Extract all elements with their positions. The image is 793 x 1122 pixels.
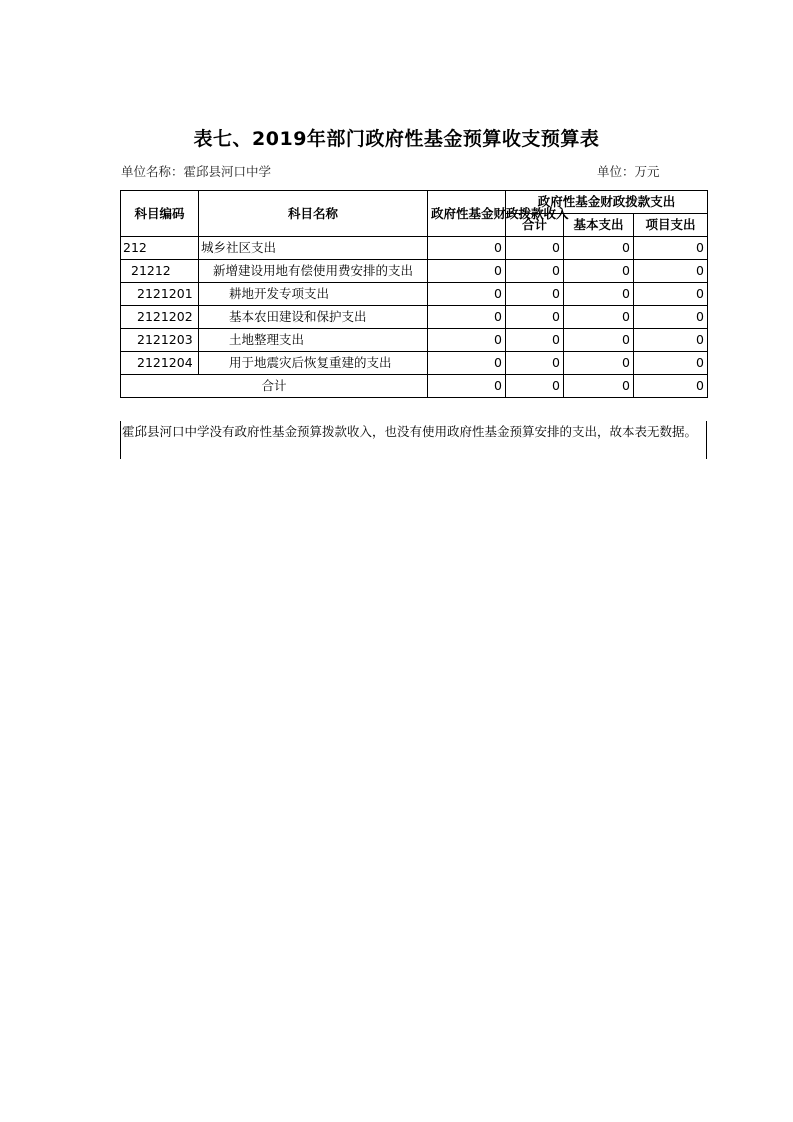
header-basic: 基本支出 [564, 214, 634, 237]
row-basic: 0 [564, 260, 634, 283]
row-project: 0 [634, 329, 708, 352]
row-total: 0 [506, 283, 564, 306]
row-total: 0 [506, 306, 564, 329]
row-code: 2121202 [121, 306, 199, 329]
row-total: 0 [506, 329, 564, 352]
row-income: 0 [428, 329, 506, 352]
currency-unit-label: 单位：万元 [597, 164, 660, 179]
budget-table [120, 190, 708, 398]
row-total: 0 [506, 237, 564, 260]
table-row [121, 306, 708, 329]
header-expense-group: 政府性基金财政拨款支出 [506, 191, 708, 214]
header-code: 科目编码 [121, 191, 199, 237]
total-basic: 0 [564, 375, 634, 398]
row-basic: 0 [564, 237, 634, 260]
header-income: 政府性基金财政拨款收入 [428, 191, 506, 237]
total-label: 合计 [121, 375, 428, 398]
row-total: 0 [506, 260, 564, 283]
header-total: 合计 [506, 214, 564, 237]
document-title: 表七、2019年部门政府性基金预算收支预算表 [193, 128, 600, 150]
row-code: 2121201 [121, 283, 199, 306]
row-total: 0 [506, 352, 564, 375]
row-basic: 0 [564, 283, 634, 306]
row-code: 2121204 [121, 352, 199, 375]
table-row [121, 260, 708, 283]
row-name: 基本农田建设和保护支出 [199, 306, 428, 329]
table-note: 霍邱县河口中学没有政府性基金预算拨款收入，也没有使用政府性基金预算安排的支出，故本表无数据。 [120, 421, 707, 459]
total-row [121, 375, 708, 398]
table-row [121, 237, 708, 260]
total-project: 0 [634, 375, 708, 398]
row-basic: 0 [564, 352, 634, 375]
row-project: 0 [634, 283, 708, 306]
total-total: 0 [506, 375, 564, 398]
row-project: 0 [634, 352, 708, 375]
table-row [121, 283, 708, 306]
table-row [121, 352, 708, 375]
row-project: 0 [634, 306, 708, 329]
row-basic: 0 [564, 329, 634, 352]
row-basic: 0 [564, 306, 634, 329]
row-project: 0 [634, 237, 708, 260]
row-code: 21212 [121, 260, 199, 283]
row-project: 0 [634, 260, 708, 283]
row-code: 2121203 [121, 329, 199, 352]
row-income: 0 [428, 237, 506, 260]
row-code: 212 [121, 237, 199, 260]
row-income: 0 [428, 352, 506, 375]
row-name: 耕地开发专项支出 [199, 283, 428, 306]
row-name: 城乡社区支出 [199, 237, 428, 260]
header-project: 项目支出 [634, 214, 708, 237]
header-name: 科目名称 [199, 191, 428, 237]
row-income: 0 [428, 260, 506, 283]
unit-name-label: 单位名称：霍邱县河口中学 [121, 164, 272, 179]
row-name: 用于地震灾后恢复重建的支出 [199, 352, 428, 375]
row-name: 新增建设用地有偿使用费安排的支出 [199, 260, 428, 283]
total-income: 0 [428, 375, 506, 398]
table-row [121, 329, 708, 352]
row-income: 0 [428, 306, 506, 329]
row-income: 0 [428, 283, 506, 306]
row-name: 土地整理支出 [199, 329, 428, 352]
